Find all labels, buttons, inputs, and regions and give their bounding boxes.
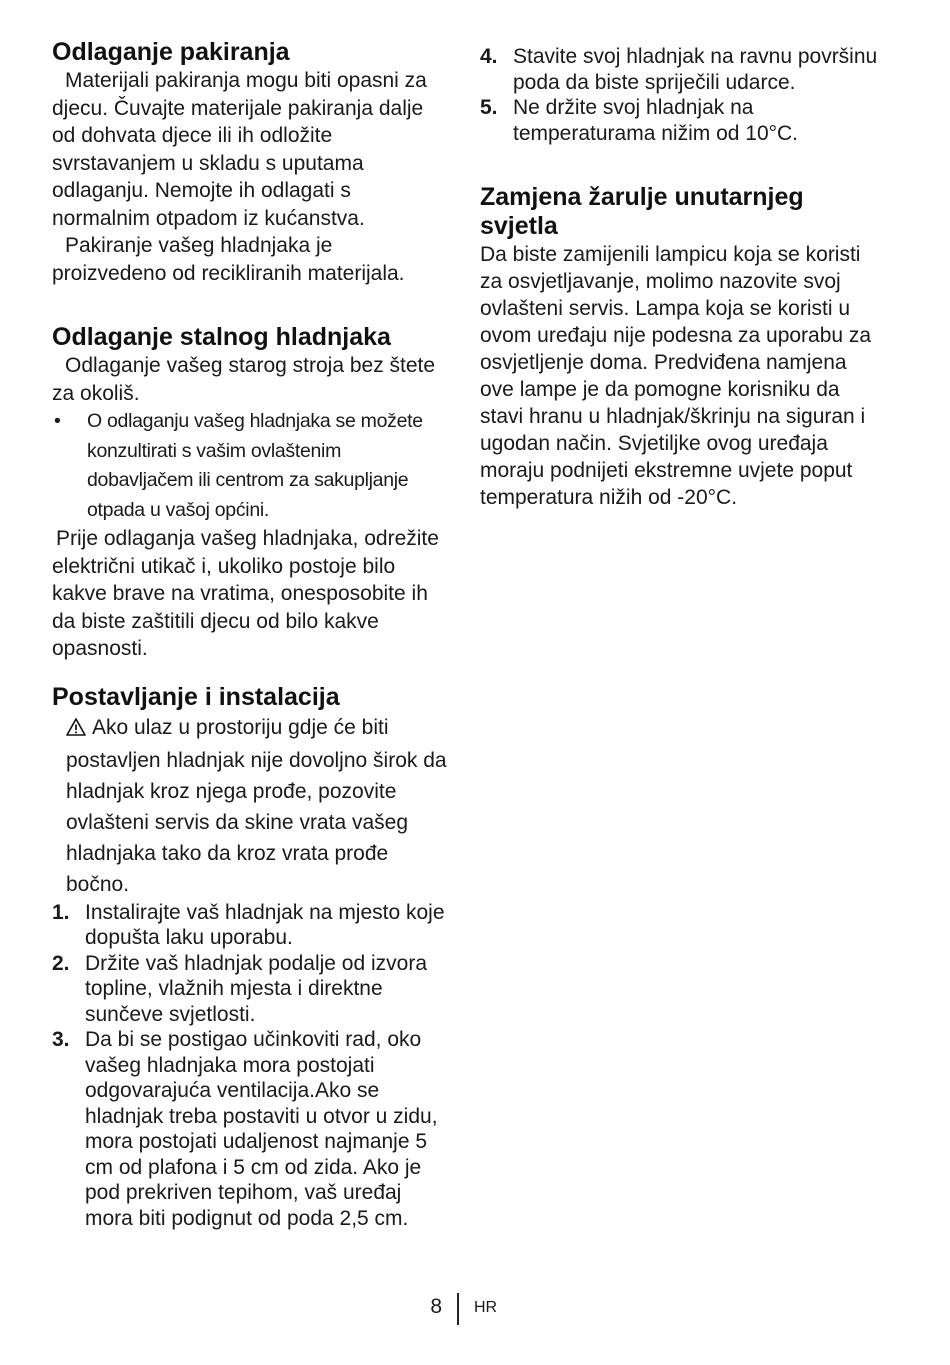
footer-divider: [457, 1293, 459, 1325]
list-item: [52, 900, 452, 951]
old-fridge-paragraph-2: Prije odlaganja vašeg hladnjaka, odrežite električni utikač i, ukoliko postoje bilo kakve brave na vratima, onesposobite ih da biste zaštitili djecu od bilo kakve opasnosti.: [52, 527, 439, 660]
packaging-paragraph-2: Pakiranje vašeg hladnjaka je proizvedeno od recikliranih materijala.: [52, 234, 405, 285]
list-number: 4.: [480, 45, 498, 68]
list-number: 1.: [52, 900, 70, 924]
list-text: Instalirajte vaš hladnjak na mjesto koje dopušta laku uporabu.: [85, 900, 445, 949]
bullet-mark: •: [54, 410, 61, 432]
section-title-old-fridge-disposal: Odlaganje stalnog hladnjaka: [52, 323, 391, 351]
list-item: [52, 1027, 452, 1231]
list-text: Stavite svoj hladnjak na ravnu površinu poda da biste spriječili udarce.: [513, 45, 878, 94]
section-title-bulb-replacement: Zamjena žarulje unutarnjeg svjetla: [480, 183, 804, 240]
list-number: 2.: [52, 951, 70, 975]
list-text: Ne držite svoj hladnjak na temperaturama nižim od 10°C.: [513, 96, 799, 145]
installation-warning: [52, 712, 452, 900]
list-text: Držite vaš hladnjak podalje od izvora topline, vlažnih mjesta i direktne sunčeve svjetlosti.: [85, 951, 428, 1026]
page-number: 8: [430, 1295, 442, 1318]
left-column: [52, 38, 452, 1231]
list-item: [480, 44, 880, 95]
language-code: HR: [474, 1299, 498, 1316]
list-item: [480, 95, 880, 146]
bulb-paragraph: Da biste zamijenili lampicu koja se koristi za osvjetljavanje, molimo nazovite svoj ovlašteni servis. Lampa koja se koristi u ovom uređaju nije podesna za uporabu za osvjetljenje doma. Predviđena namjena ove lampe je da pomogne korisniku da stavi hranu u hladnjak/škrinju na siguran i ugodan način. Svjetiljke ovog uređaja moraju podnijeti ekstremne uvjete poput temperatura nižih od -20°C.: [480, 243, 872, 509]
warning-text: Ako ulaz u prostoriju gdje će biti postavljen hladnjak nije dovoljno širok da hladnjak kroz njega prođe, pozovite ovlašteni servis da skine vrata vašeg hladnjaka tako da kroz vrata prođe bočno.: [66, 715, 447, 896]
warning-triangle-icon: [66, 714, 86, 745]
packaging-paragraph-1: Materijali pakiranja mogu biti opasni za djecu. Čuvajte materijale pakiranja dalje od dohvata djece ili ih odložite svrstavanjem u skladu s uputama odlaganju. Nemojte ih odlagati s normalnim otpadom iz kućanstva.: [52, 69, 427, 230]
old-fridge-paragraph-1: Odlaganje vašeg starog stroja bez štete za okoliš.: [52, 354, 436, 405]
bullet-text: O odlaganju vašeg hladnjaka se možete konzultirati s vašim ovlaštenim dobavljačem ili centrom za sakupljanje otpada u vašoj općini.: [87, 410, 423, 521]
list-number: 3.: [52, 1028, 70, 1051]
installation-steps-list: [52, 900, 452, 1232]
page-footer: [0, 1293, 950, 1325]
list-number: 5.: [480, 96, 498, 119]
installation-steps-list-continued: [480, 44, 880, 146]
section-title-installation: Postavljanje i instalacija: [52, 682, 340, 711]
old-fridge-bullet: [52, 407, 452, 525]
list-item: [52, 951, 452, 1028]
list-text: Da bi se postigao učinkoviti rad, oko vašeg hladnjaka mora postojati odgovarajuća ventilacija.Ako se hladnjak treba postaviti u otvor u zidu, mora postojati udaljenost najmanje 5 cm od plafona i 5 cm od zida. Ako je pod prekriven tepihom, vaš uređaj mora biti podignut od poda 2,5 cm.: [85, 1028, 438, 1230]
section-title-packaging-disposal: Odlaganje pakiranja: [52, 38, 290, 66]
right-column: [480, 44, 880, 511]
